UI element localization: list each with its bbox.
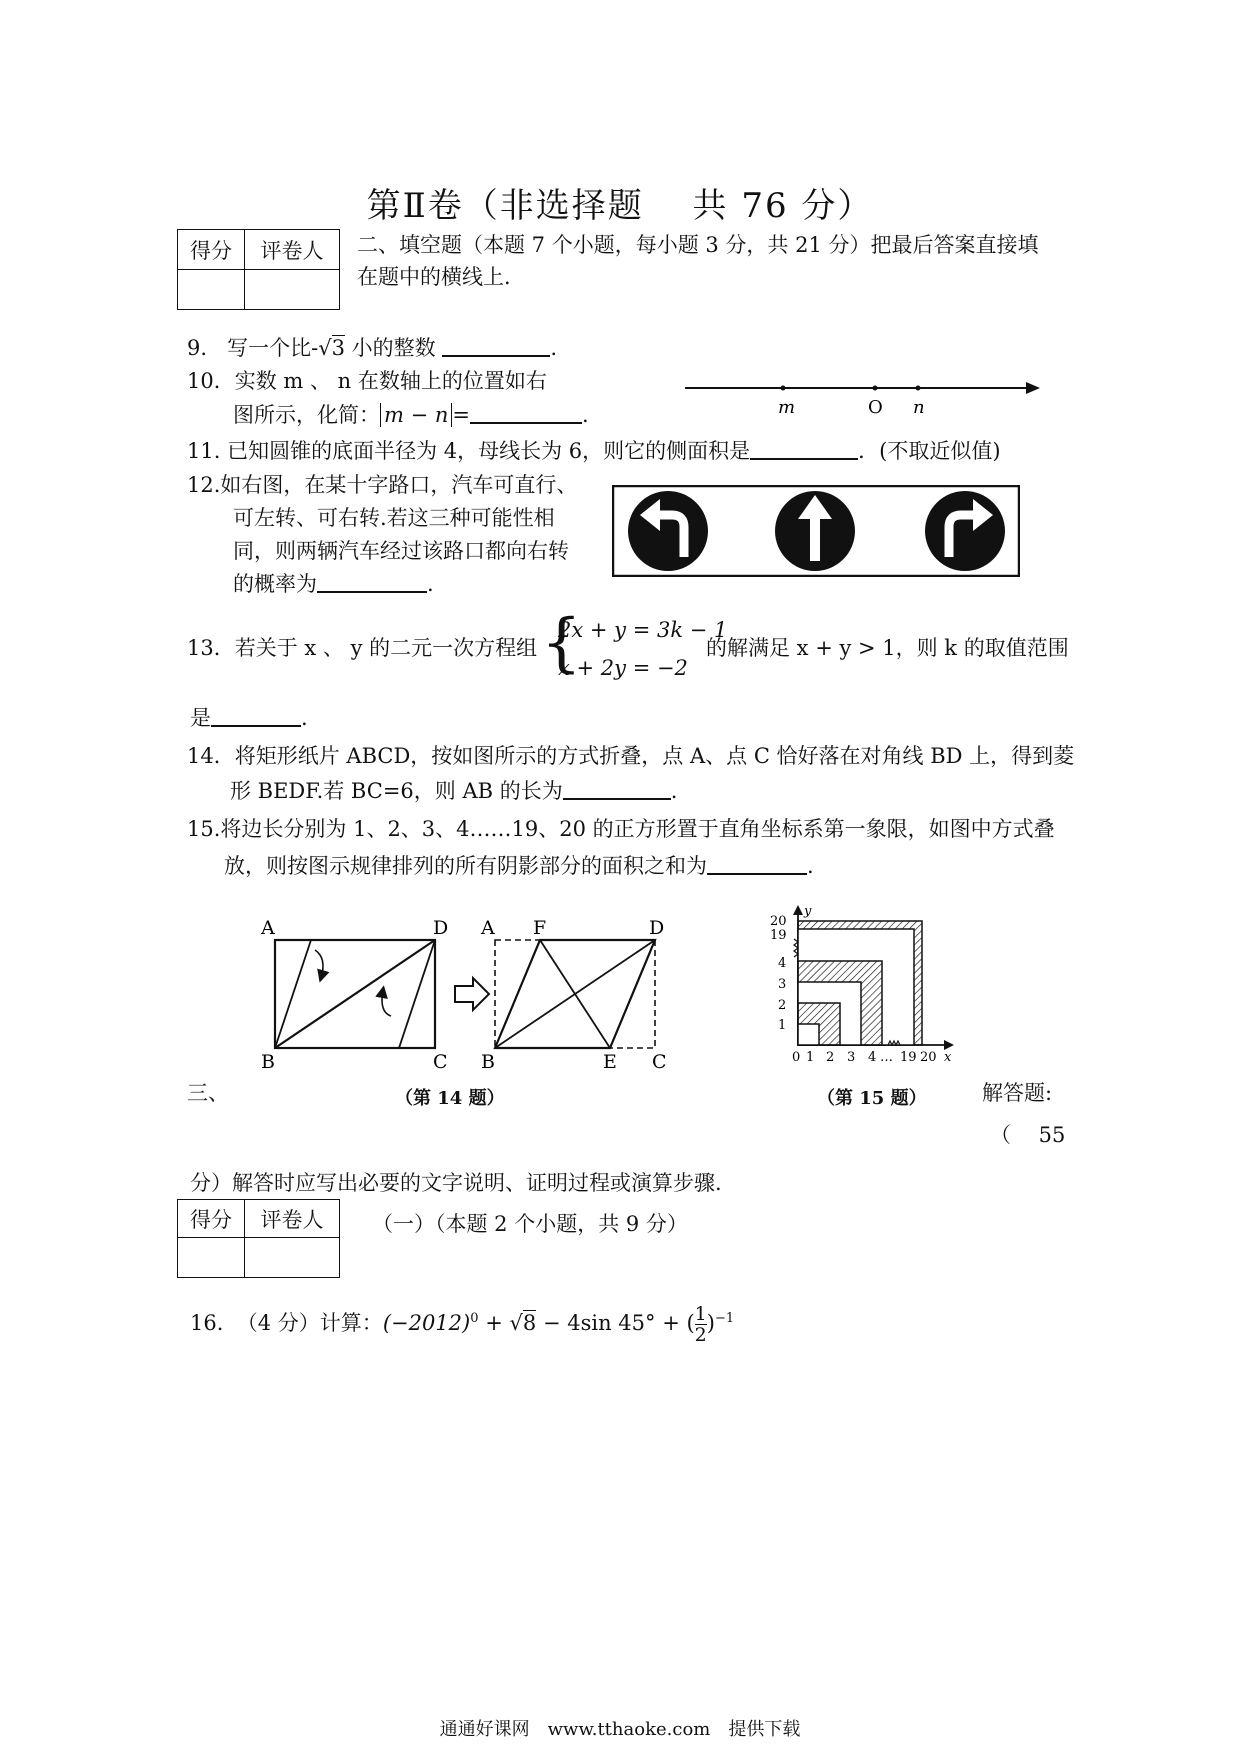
label-a: A xyxy=(261,920,275,939)
system-brace: { xyxy=(541,606,582,680)
q16-close: ) xyxy=(706,1311,715,1335)
q13-answer-blank[interactable] xyxy=(211,703,301,727)
q14-line2 xyxy=(230,776,677,806)
q10-eq: = xyxy=(452,403,470,427)
fold-arrow-icon xyxy=(382,990,391,1016)
q13-eq2: x + 2y = −2 xyxy=(558,656,688,680)
traffic-signs-figure xyxy=(612,485,1020,577)
y-tick-3: 3 xyxy=(778,977,787,992)
q10-number: 10． xyxy=(187,369,235,393)
label-a2: A xyxy=(481,920,495,939)
q10-line2 xyxy=(233,400,589,430)
x-tick-20: 20 xyxy=(920,1050,937,1065)
q14-text2: 形 BEDF.若 BC=6，则 AB 的长为 xyxy=(230,779,563,803)
q16-expr-b: − 4sin 45° + ( xyxy=(542,1311,695,1335)
number-line-figure xyxy=(680,370,1050,420)
x-tick-0: 0 xyxy=(792,1050,801,1065)
q15-line1 xyxy=(187,814,1055,844)
fig14-caption: （第 14 题） xyxy=(395,1088,505,1109)
q16-plus: + xyxy=(485,1311,503,1335)
x-axis-label: x xyxy=(944,1050,952,1065)
score-cell[interactable] xyxy=(178,270,245,310)
y-tick-20: 20 xyxy=(770,914,787,929)
q16-frac-num: 1 xyxy=(694,1303,707,1325)
q14-answer-blank[interactable] xyxy=(563,776,671,800)
label-e: E xyxy=(603,1051,617,1070)
question-9 xyxy=(187,333,557,363)
q13-prefix: 若关于 x 、 y 的二元一次方程组 xyxy=(234,636,538,660)
label-o: O xyxy=(868,397,883,418)
q10-line1 xyxy=(187,366,547,396)
q12-text4: 的概率为 xyxy=(233,572,317,596)
footer-credit: 通通好课网 www.tthaoke.com 提供下载 xyxy=(439,1719,801,1740)
q10-text2: 图所示，化简： xyxy=(233,403,380,427)
sqrt-sign: √ xyxy=(318,336,332,360)
section2-instruction: 在题中的横线上． xyxy=(357,265,525,289)
y-tick-4: 4 xyxy=(778,956,787,971)
score-table-2 xyxy=(177,1199,340,1278)
q15-text2: 放，则按图示规律排列的所有阴影部分的面积之和为 xyxy=(224,854,707,878)
q13-suffix: 的解满足 x + y > 1，则 k 的取值范围 xyxy=(706,636,1069,660)
q15-line2 xyxy=(224,851,814,881)
q16-frac-den: 2 xyxy=(694,1324,707,1346)
q9-answer-blank[interactable] xyxy=(442,333,550,357)
q12-line2: 可左转、可右转.若这三种可能性相 xyxy=(233,506,555,530)
question-11 xyxy=(187,436,1001,466)
q14-end: . xyxy=(670,779,678,803)
q12-text1: 如右图，在某十字路口，汽车可直行、 xyxy=(220,473,578,497)
y-axis-arrow-icon xyxy=(793,905,803,915)
q15-answer-blank[interactable] xyxy=(707,851,807,875)
label-d: D xyxy=(433,920,449,939)
q14-text1: 将矩形纸片 ABCD，按如图所示的方式折叠，点 A、点 C 恰好落在对角线 BD 上，得到菱 xyxy=(234,744,1075,768)
q12-line3: 同，则两辆汽车经过该路口都向右转 xyxy=(233,539,569,563)
q12-end: . xyxy=(427,572,434,596)
label-d2: D xyxy=(649,920,665,939)
q13-end: . xyxy=(301,706,308,730)
rectangle-abcd xyxy=(275,940,435,1048)
q16-number: 16. xyxy=(190,1311,224,1335)
q16-expr-a: (−2012) xyxy=(382,1311,471,1335)
q14-number: 14． xyxy=(187,744,235,768)
label-f: F xyxy=(533,920,547,939)
q15-number: 15. xyxy=(187,817,221,841)
point-o xyxy=(873,386,878,391)
label-b: B xyxy=(261,1051,275,1070)
q16-radicand: 8 xyxy=(522,1311,537,1335)
label-m: m xyxy=(778,397,796,418)
fig15-caption: （第 15 题） xyxy=(817,1088,927,1109)
q12-line1 xyxy=(187,470,577,500)
part1-heading: （一）（本题 2 个小题，共 9 分） xyxy=(372,1212,688,1236)
number-line-arrow-icon xyxy=(1026,382,1040,394)
q9-suffix: 小的整数 xyxy=(351,336,436,360)
grader-cell[interactable] xyxy=(245,1238,340,1278)
y-tick-19: 19 xyxy=(770,928,787,943)
transform-arrow-icon xyxy=(455,978,489,1010)
q11-answer-blank[interactable] xyxy=(750,436,858,460)
q16-fraction xyxy=(695,1304,707,1345)
q10-answer-blank[interactable] xyxy=(470,400,582,424)
section3-prefix: 三、 xyxy=(187,1081,229,1105)
left-turn-icon xyxy=(628,491,708,571)
x-tick-ellipsis: … xyxy=(880,1050,893,1065)
q9-end: . xyxy=(550,336,558,360)
q15-end: . xyxy=(807,854,814,878)
q11-end: ．(不取近似值) xyxy=(858,439,1001,463)
q11-text: 已知圆锥的底面半径为 4，母线长为 6，则它的侧面积是 xyxy=(227,439,751,463)
y-tick-2: 2 xyxy=(778,998,787,1013)
question-16 xyxy=(190,1304,734,1345)
right-turn-icon xyxy=(925,491,1005,571)
point-m xyxy=(781,386,786,391)
score-cell[interactable] xyxy=(178,1238,245,1278)
square-1 xyxy=(798,1024,819,1045)
page-title: 第Ⅱ卷（非选择题 共 76 分） xyxy=(366,186,874,226)
section2-heading: 二、填空题（本题 7 个小题，每小题 3 分，共 21 分）把最后答案直接填 xyxy=(357,233,1039,257)
q10-abs-expr: m − n xyxy=(380,403,452,427)
figure-15 xyxy=(770,905,960,1065)
q9-radicand: 3 xyxy=(331,336,345,360)
grader-header: 评卷人 xyxy=(245,230,340,270)
q16-exp-neg1: −1 xyxy=(714,1311,735,1326)
x-tick-1: 1 xyxy=(806,1050,815,1065)
label-c: C xyxy=(433,1051,448,1070)
rhombus-bedf xyxy=(495,940,655,1048)
label-n: n xyxy=(913,397,925,418)
q13-text2: 是 xyxy=(190,706,211,730)
label-c2: C xyxy=(652,1051,667,1070)
figure-14 xyxy=(255,920,675,1070)
straight-icon xyxy=(775,491,855,571)
q12-number: 12. xyxy=(187,473,221,497)
x-tick-3: 3 xyxy=(847,1050,856,1065)
point-n xyxy=(916,386,921,391)
score-header: 得分 xyxy=(178,230,245,270)
q12-answer-blank[interactable] xyxy=(317,569,427,593)
x-tick-19: 19 xyxy=(900,1050,917,1065)
section3-instruction: 分）解答时应写出必要的文字说明、证明过程或演算步骤. xyxy=(190,1171,722,1195)
y-break-icon xyxy=(794,939,798,957)
q13-eq1: 2x + y = 3k − 1 xyxy=(558,618,728,642)
y-axis-label: y xyxy=(804,905,812,919)
section3-label: 解答题: xyxy=(982,1081,1053,1105)
q11-number: 11. xyxy=(187,439,221,463)
q10-end: . xyxy=(582,403,589,427)
q10-text: 实数 m 、 n 在数轴上的位置如右 xyxy=(234,369,547,393)
q16-prefix: （4 分）计算： xyxy=(236,1311,383,1335)
grader-cell[interactable] xyxy=(245,270,340,310)
score-table xyxy=(177,229,340,310)
section3-points: （ 55 xyxy=(990,1123,1066,1147)
q15-text1: 将边长分别为 1、2、3、4……19、20 的正方形置于直角坐标系第一象限，如图中方式叠 xyxy=(220,817,1055,841)
score-header: 得分 xyxy=(178,1200,245,1238)
fold-arrow-icon xyxy=(315,950,323,978)
q9-number: 9. xyxy=(187,336,208,360)
q13-line2 xyxy=(190,703,308,733)
label-b2: B xyxy=(481,1051,495,1070)
x-tick-4: 4 xyxy=(868,1050,877,1065)
q12-line4 xyxy=(233,569,434,599)
question-13 xyxy=(187,633,537,663)
q16-exp-0: 0 xyxy=(470,1311,479,1326)
grader-header: 评卷人 xyxy=(245,1200,340,1238)
q9-prefix: 写一个比- xyxy=(227,336,319,360)
x-tick-2: 2 xyxy=(826,1050,835,1065)
x-axis-arrow-icon xyxy=(944,1040,954,1050)
y-tick-1: 1 xyxy=(778,1018,787,1033)
q13-number: 13． xyxy=(187,636,235,660)
q14-line1 xyxy=(187,741,1074,771)
sqrt-sign: √ xyxy=(509,1311,523,1335)
